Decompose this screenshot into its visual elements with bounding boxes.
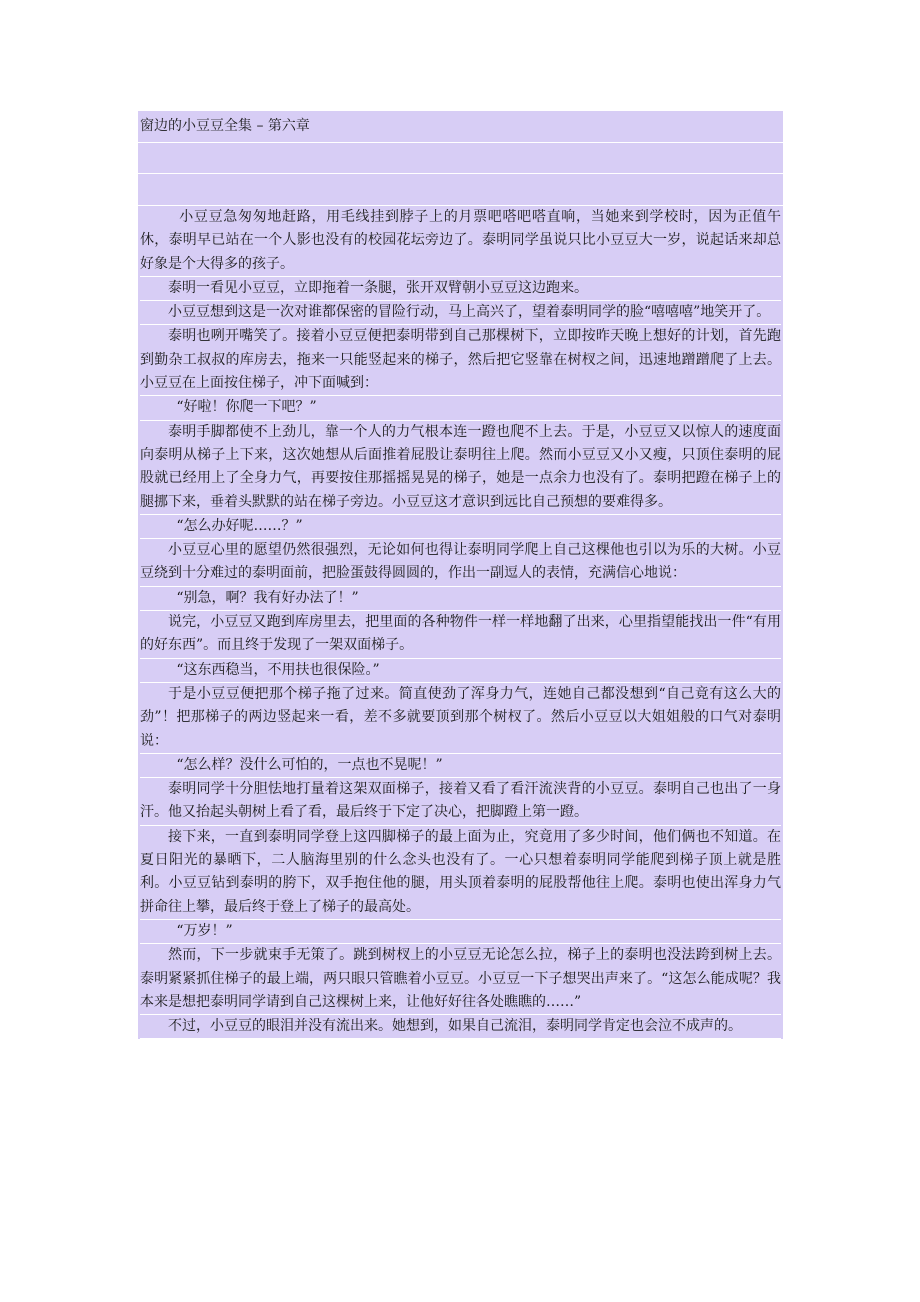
chapter-body	[138, 206, 783, 1039]
dialogue-line: “怎么办好呢……？”	[140, 515, 781, 539]
dialogue-line: “别急，啊？我有好办法了！”	[140, 587, 781, 611]
paragraph: 泰明也咧开嘴笑了。接着小豆豆便把泰明带到自己那棵树下，立即按昨天晚上想好的计划，首先跑到勤杂工叔叔的库房去，拖来一只能竖起来的梯子，然后把它竖靠在树杈之间，迅速地蹭蹭爬了上去。小豆豆在上面按住梯子，冲下面喊到：	[140, 325, 781, 396]
paragraph: 接下来，一直到泰明同学登上这四脚梯子的最上面为止，究竟用了多少时间，他们俩也不知道。在夏日阳光的暴晒下，二人脑海里别的什么念头也没有了。一心只想着泰明同学能爬到梯子顶上就是胜利。小豆豆钻到泰明的胯下，双手抱住他的腿，用头顶着泰明的屁股帮他往上爬。泰明也使出浑身力气拼命往上攀，最后终于登上了梯子的最高处。	[140, 826, 781, 920]
paragraph: 不过，小豆豆的眼泪并没有流出来。她想到，如果自己流泪，泰明同学肯定也会泣不成声的。	[140, 1015, 781, 1039]
dialogue-line: “万岁！”	[140, 920, 781, 944]
document-page	[138, 111, 783, 1039]
paragraph: 然而，下一步就束手无策了。跳到树杈上的小豆豆无论怎么拉，梯子上的泰明也没法跨到树上去。泰明紧紧抓住梯子的最上端，两只眼只管瞧着小豆豆。小豆豆一下子想哭出声来了。“这怎么能成呢？我本来是想把泰明同学请到自己这棵树上来，让他好好往各处瞧瞧的……”	[140, 944, 781, 1015]
paragraph: 说完，小豆豆又跑到库房里去，把里面的各种物件一样一样地翻了出来，心里指望能找出一件“有用的好东西”。而且终于发现了一架双面梯子。	[140, 611, 781, 659]
dialogue-line: “这东西稳当，不用扶也很保险。”	[140, 659, 781, 683]
paragraph: 泰明手脚都使不上劲儿，靠一个人的力气根本连一蹬也爬不上去。于是，小豆豆又以惊人的速度面向泰明从梯子上下来，这次她想从后面推着屁股让泰明往上爬。然而小豆豆又小又瘦，只顶住泰明的屁股就已经用上了全身力气，再要按住那摇摇晃晃的梯子，她是一点余力也没有了。泰明把蹬在梯子上的腿挪下来，垂着头默默的站在梯子旁边。小豆豆这才意识到远比自己预想的要难得多。	[140, 421, 781, 515]
blank-line	[138, 143, 783, 174]
paragraph: 于是小豆豆便把那个梯子拖了过来。简直使劲了浑身力气，连她自己都没想到“自己竟有这么大的劲”！把那梯子的两边竖起来一看，差不多就要顶到那个树杈了。然后小豆豆以大姐姐般的口气对泰明说：	[140, 683, 781, 754]
chapter-title: 窗边的小豆豆全集 – 第六章	[138, 111, 783, 143]
dialogue-line: “怎么样？没什么可怕的，一点也不晃呢！”	[140, 754, 781, 778]
paragraph: 小豆豆心里的愿望仍然很强烈，无论如何也得让泰明同学爬上自己这棵他也引以为乐的大树。小豆豆绕到十分难过的泰明面前，把脸蛋鼓得圆圆的，作出一副逗人的表情，充满信心地说：	[140, 539, 781, 587]
blank-line	[138, 174, 783, 206]
paragraph: 泰明一看见小豆豆，立即拖着一条腿，张开双臂朝小豆豆这边跑来。	[140, 277, 781, 301]
paragraph: 泰明同学十分胆怯地打量着这架双面梯子，接着又看了看汗流浃背的小豆豆。泰明自己也出了一身汗。他又抬起头朝树上看了看，最后终于下定了决心，把脚蹬上第一蹬。	[140, 778, 781, 826]
paragraph: 小豆豆想到这是一次对谁都保密的冒险行动，马上高兴了，望着泰明同学的脸“嘻嘻嘻”地笑开了。	[140, 301, 781, 325]
dialogue-line: “好啦！你爬一下吧？”	[140, 396, 781, 420]
paragraph: 小豆豆急匆匆地赶路，用毛线挂到脖子上的月票吧嗒吧嗒直响，当她来到学校时，因为正值午休，泰明早已站在一个人影也没有的校园花坛旁边了。泰明同学虽说只比小豆豆大一岁，说起话来却总好象是个大得多的孩子。	[140, 206, 781, 277]
